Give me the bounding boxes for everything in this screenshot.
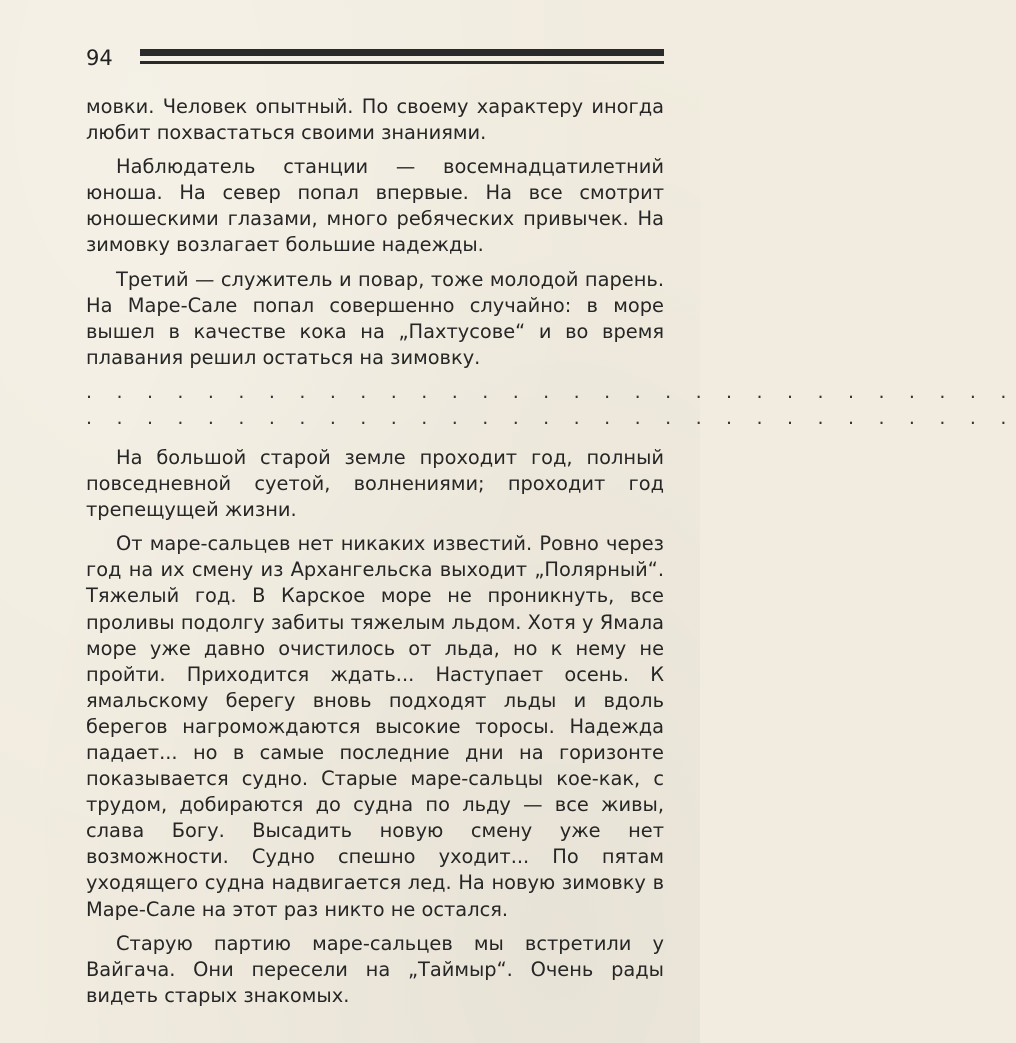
paragraph-4: На большой старой земле проходит год, полный повседневной суетой, волнениями; проходит год трепещущей жизни. (86, 445, 664, 522)
paragraph-1: мовки. Человек опытный. По своему характеру иногда любит похвастаться своими знаниями. (86, 95, 664, 145)
paragraph-6: Старую партию маре-сальцев мы встретили у Вайгача. Они пересели на „Таймыр“. Очень рады видеть старых знакомых. (86, 931, 664, 1007)
paragraph-3: Третий — служитель и повар, тоже молодой парень. На Маре-Сале попал совершенно случайно: в море вышел в качестве кока на „Пахтусове“ и во время плавания решил остаться на зимовку. (86, 267, 664, 369)
header-rule (140, 49, 664, 65)
paragraph-5: От маре-сальцев нет никаких известий. Ровно через год на их смену из Архангельска выходит „Полярный“. Тяжелый год. В Карское море не проникнуть, все проливы подолгу забиты тяжелым льдом. Хотя у Ямала море уже давно очистилось от льда, но к нему не пройти. Приходится ждать... Наступает осень. К ямальскому берегу вновь подходят льды и вдоль берегов нагромождаются высокие торосы. Надежда падает... но в самые последние дни на горизонте показывается судно. Старые маре-сальцы кое-как, с трудом, добираются до судна по льду — все живы, слава Богу. Высадить новую смену уже нет возможности. Судно спешно уходит... По пятам уходящего судна надвигается лед. На новую зимовку в Маре-Сале на этот раз никто не остался. (86, 532, 664, 921)
paragraph-2: Наблюдатель станции — восемнадцатилетний юноша. На север попал впервые. На все смотрит юношескими глазами, много ребяческих привычек. На зимовку возлагает большие надежды. (86, 155, 664, 257)
header-rule-thin (140, 61, 664, 64)
section-separator-row-1: . . . . . . . . . . . . . . . . . . . . . . . . . . . . . . . (86, 380, 1016, 403)
page-header (86, 44, 664, 72)
page-number: 94 (86, 46, 113, 70)
section-separator-row-2: . . . . . . . . . . . . . . . . . . . . . . . . . . . . . . . (86, 406, 1016, 429)
body-text (86, 94, 1016, 1017)
header-rule-thick (140, 49, 664, 56)
